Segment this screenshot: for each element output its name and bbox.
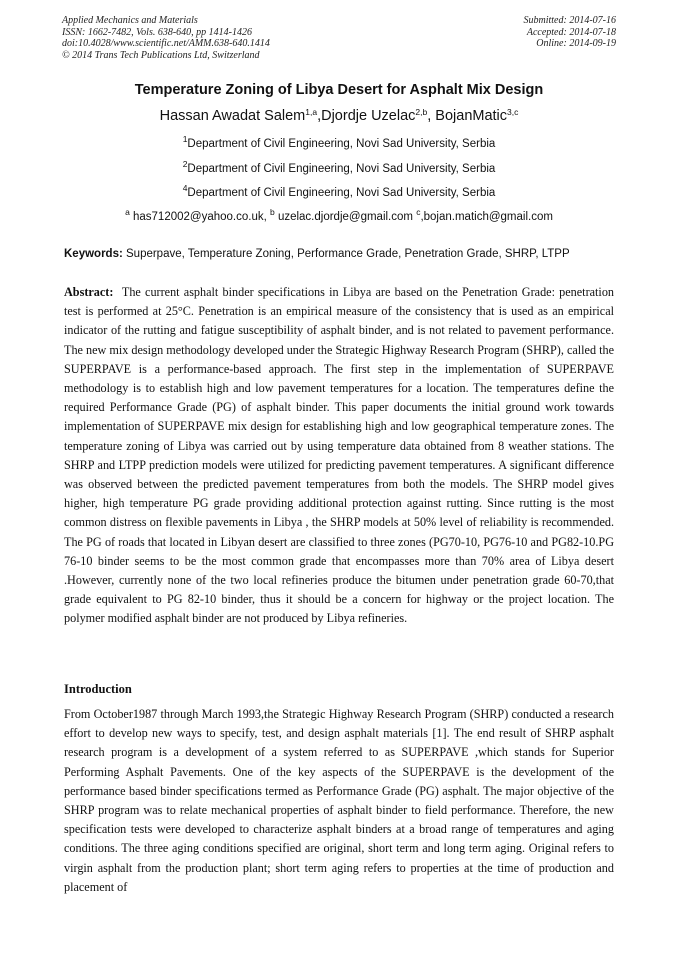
copyright-line: © 2014 Trans Tech Publications Ltd, Switzerland — [62, 49, 260, 61]
email-sup: a — [125, 207, 130, 217]
email-list: $^a$ has712002@yahoo.co.uk, $^b$ uzelac.djordje@gmail.com $^c$,bojan.matich@gmail.com — [125, 207, 553, 223]
author-list: Hassan Awadat Salem$^{1,a}$,Djordje Uzelac$^{2,b}$, BojanMatic$^{3,c}$ — [159, 107, 519, 124]
author-name: Hassan Awadat Salem — [159, 108, 306, 124]
keywords-label: Keywords: — [64, 248, 123, 260]
online-date: Online: 2014-09-19 — [536, 38, 616, 49]
introduction-paragraph: From October1987 through March 1993,the Strategic Highway Research Program (SHRP) conducted a research effort to develop new ways to specify, test, and design asphalt materials [1]. The end result of SHRP asphalt research program is a development of a system referred to as SUPERPAVE ,which stands for Superior Performing Asphalt Pavements. One of the key aspects of the SUPERPAVE is the development of the performance based binder specifications termed as Performance Grade (PG) asphalt. The major objective of the SHRP program was to relate mechanical properties of asphalt binder to field performance. Therefore, the new specification tests were developed to characterize asphalt binders at a broad range of temperatures and aging conditions. The three aging conditions specified are original, short term and long term aging. Original refers to virgin asphalt from the production plant; short term aging refers to properties at the time of production and placement of — [64, 707, 614, 894]
abstract-text: The current asphalt binder specifications in Libya are based on the Penetration Grade: penetration test is performed at 25°C. Penetration is an empirical measure of the consistency that is used as an empirical indicator of the rutting and fatigue susceptibility of asphalt binder, and is not related to pavement performance. The new mix design methodology developed under the Strategic Highway Research Program (SHRP), called the SUPERPAVE is a performance-based approach. The first step in the implementation of SUPERPAVE methodology is to establish high and low pavement temperatures for a location. The temperatures define the required Performance Grade (PG) of asphalt binder. This paper documents the initial ground work towards implementation of SUPERPAVE mix design for establishing high and low geographical temperature zones. The temperature zoning of Libya was carried out by using temperature data obtained from 8 weather stations. The SHRP and LTPP prediction models were utilized for predicting pavement temperatures. A significant difference was observed between the predicted pavement temperatures from both the models. The SHRP model gives higher, high temperature PG grade providing additional protection against rutting. Since rutting is the most common distress on flexible pavements in Libya , the SHRP models at 50% level of reliability is recommended. The PG of roads that located in Libyan desert are classified to three zones (PG70-10, PG76-10 and PG82-10.PG 76-10 binder seems to be the most common grade that encompasses more than 70% area of Libya desert .However, currently none of the two local refineries produce the bitumen under penetration grade 60-70,that grade equivalent to PG 82-10 binder, thus it should be a concern for highway or the project location. The polymer modified asphalt binder are not produced by Libya refineries. — [64, 285, 615, 626]
email-link[interactable]: bojan.matich@gmail.com — [423, 211, 553, 223]
affiliation-sup: 1 — [182, 134, 188, 144]
affiliation-sup: 2 — [182, 159, 188, 169]
affiliation-text: Department of Civil Engineering, Novi Sad University, Serbia — [187, 163, 496, 175]
email-link[interactable]: has712002@yahoo.co.uk — [133, 211, 264, 223]
author-sup: 3,c — [507, 107, 519, 117]
introduction-heading: Introduction — [64, 682, 132, 696]
journal-name: Applied Mechanics and Materials — [62, 15, 198, 26]
doi-line: doi:10.4028/www.scientific.net/AMM.638-640.1414 — [62, 38, 270, 49]
affiliation — [0, 159, 678, 175]
affiliation-text: Department of Civil Engineering, Novi Sad University, Serbia — [187, 187, 496, 199]
email-sup: c — [416, 207, 421, 217]
affiliation-sup: 4 — [182, 183, 188, 193]
abstract-paragraph — [64, 283, 614, 629]
affiliation — [0, 183, 678, 199]
paper-title: Temperature Zoning of Libya Desert for Asphalt Mix Design — [134, 82, 544, 98]
author-sup: 2,b — [415, 107, 428, 117]
email-link[interactable]: uzelac.djordje@gmail.com — [277, 211, 413, 223]
author-name: BojanMatic — [435, 108, 508, 124]
accepted-date: Accepted: 2014-07-18 — [526, 26, 616, 38]
email-sup: b — [270, 207, 275, 217]
author-sup: 1,a — [305, 107, 318, 117]
author-name: Djordje Uzelac — [321, 108, 416, 124]
abstract-label: Abstract: — [64, 285, 114, 299]
keywords-text: Superpave, Temperature Zoning, Performance Grade, Penetration Grade, SHRP, LTPP — [126, 248, 570, 260]
dates-header — [524, 15, 617, 50]
affiliation-text: Department of Civil Engineering, Novi Sad University, Serbia — [187, 138, 496, 150]
journal-header — [62, 15, 270, 61]
keywords-line — [64, 248, 624, 260]
submitted-date: Submitted: 2014-07-16 — [523, 15, 616, 26]
affiliation — [0, 134, 678, 150]
issn-line: ISSN: 1662-7482, Vols. 638-640, pp 1414-1426 — [62, 26, 252, 38]
